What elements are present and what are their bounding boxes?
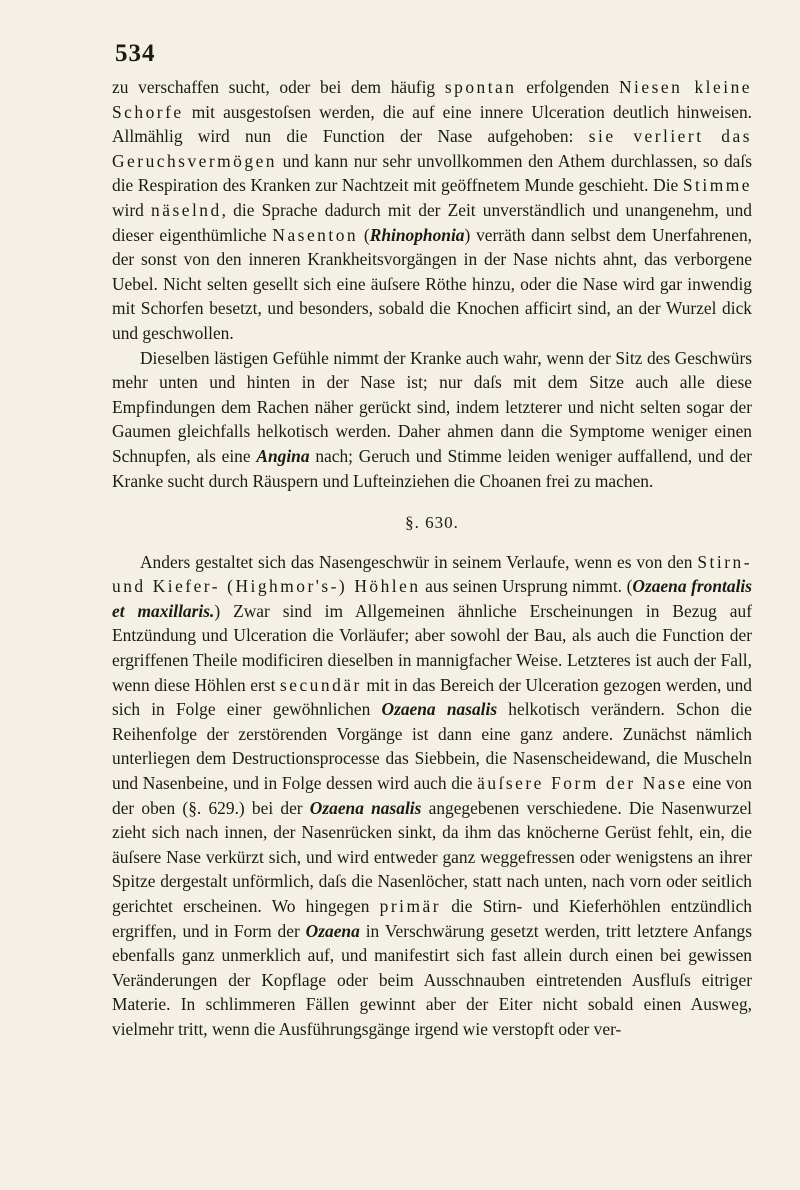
text-run: eine von der oben (§. 629.) bei der bbox=[112, 773, 752, 818]
text-run: aus seinen Ursprung nimmt. ( bbox=[420, 576, 633, 597]
spaced-emphasis: Niesen kleine Schorfe bbox=[112, 77, 752, 122]
text-run: ) Zwar sind im Allgemeinen ähnliche Erscheinungen in Bezug auf Entzündung und Ulceration die Vorläufer; aber sowohl der Bau, als auch die Function der ergriffenen Theile modificiren dieselben in mannigfacher Weise. Letzteres ist auch der Fall, wenn diese Höhlen erst bbox=[112, 600, 752, 695]
body-text bbox=[112, 75, 752, 1042]
italic-term: Angina bbox=[256, 445, 310, 466]
text-run: Anders gestaltet sich das Nasengeschwür in seinem Verlaufe, wenn es von den bbox=[140, 551, 698, 572]
section-heading: §. 630. bbox=[405, 513, 459, 533]
italic-term: Ozaena frontalis et maxillaris. bbox=[112, 576, 753, 621]
italic-term: Ozaena nasalis bbox=[309, 797, 422, 818]
text-run: erfolgenden bbox=[516, 77, 619, 97]
paragraph-3 bbox=[112, 550, 752, 1042]
text-run: in Verschwärung gesetzt werden, tritt letztere Anfangs ebenfalls ganz unmerklich auf, und manifestirt sich fast allein durch einen bei gewissen Veränderungen der Kopflage oder beim Ausschnauben eintretenden Ausfluſs eitriger Materie. In schlimmeren Fällen gewinnt aber der Eiter nicht sobald einen Ausweg, vielmehr tritt, wenn die Ausführungsgänge irgend wie verstopft oder ver- bbox=[112, 920, 752, 1039]
text-run: Dieselben lästigen Gefühle nimmt der Kranke auch wahr, wenn der Sitz des Geschwürs mehr unten und hinten in der Nase ist; nur daſs mit dem Sitze auch alle diese Empfindungen dem Rachen näher gerückt sind, indem letzterer und nicht selten sogar der Gaumen gleichfalls helkotisch werden. Daher ahmen dann die Symptome weniger einen Schnupfen, als eine bbox=[112, 347, 752, 466]
text-run: helkotisch verändern. Schon die Reihenfolge der zerstörenden Vorgänge ist dann eine ganz andere. Zunächst nämlich unterliegen dem Destructionsprocesse das Siebbein, die Nasenscheidewand, die Muscheln und Nasenbeine, und in Folge dessen wird auch die bbox=[112, 699, 752, 794]
italic-term: Ozaena bbox=[305, 920, 360, 941]
text-run: ) verräth dann selbst dem Unerfahrenen, der sonst von den inneren Krankheitsvorgängen in der Nase nichts ahnt, das verborgene Uebel. Nicht selten gesellt sich eine äuſsere Röthe hinzu, oder die Nase wird gar inwendig mit Schorfen besetzt, und besonders, sobald die Knochen afficirt sind, an der Wurzel dick und geschwollen. bbox=[112, 224, 752, 343]
text-run: und kann nur sehr unvollkommen den Athem durchlassen, so daſs die Respiration des Kranken zur Nachtzeit mit geöffnetem Munde geschieht. Die bbox=[112, 150, 752, 196]
text-run: ( bbox=[358, 224, 370, 245]
text-run: zu verschaffen sucht, oder bei dem häufig bbox=[112, 77, 445, 97]
italic-term: Ozaena nasalis bbox=[381, 699, 498, 720]
spaced-emphasis: näselnd bbox=[151, 199, 222, 220]
text-run: wird bbox=[112, 199, 152, 220]
text-run: die Stirn- und Kieferhöhlen entzündlich ergriffen, und in Form der bbox=[112, 896, 752, 941]
italic-term: Rhinophonia bbox=[369, 224, 465, 245]
spaced-emphasis: primär bbox=[379, 896, 441, 916]
spaced-emphasis: secundär bbox=[279, 674, 362, 695]
spaced-emphasis: Nasenton bbox=[272, 224, 359, 245]
spaced-emphasis: spontan bbox=[444, 77, 517, 97]
text-run: nach; Geruch und Stimme leiden weniger auffallend, und der Kranke sucht durch Räuspern und Lufteinziehen die Choanen frei zu machen. bbox=[112, 445, 752, 491]
spaced-emphasis: Stimme bbox=[682, 175, 752, 196]
spaced-emphasis: äuſsere Form der Nase bbox=[477, 773, 688, 794]
text-run: mit in das Bereich der Ulceration gezogen werden, und sich in Folge einer gewöhnlichen bbox=[112, 674, 752, 720]
text-run: , die Sprache dadurch mit der Zeit unverständlich und unangenehm, und dieser eigenthümliche bbox=[112, 199, 753, 245]
page-number: 534 bbox=[115, 40, 156, 67]
paragraph-2 bbox=[112, 346, 752, 494]
text-run: angegebenen verschiedene. Die Nasenwurzel zieht sich nach innen, der Nasenrücken sinkt, da ihm das knöcherne Gerüst fehlt, ein, die äuſsere Nase verkürzt sich, und wird entweder ganz weggefressen oder wenigstens an ihrer Spitze dergestalt unförmlich, daſs die Nasenlöcher, statt nach unten, nach vorn oder seitlich gerichtet erscheinen. Wo hingegen bbox=[112, 797, 753, 916]
spaced-emphasis: Stirn- und Kiefer- (Highmor's-) Höhlen bbox=[112, 551, 752, 597]
spaced-emphasis: sie verliert das Geruchsvermögen bbox=[112, 126, 752, 171]
paragraph-1 bbox=[112, 75, 752, 346]
text-run: mit ausgestoſsen werden, die auf eine innere Ulceration deutlich hinweisen. Allmählig wird nun die Function der Nase aufgehoben: bbox=[112, 101, 752, 147]
